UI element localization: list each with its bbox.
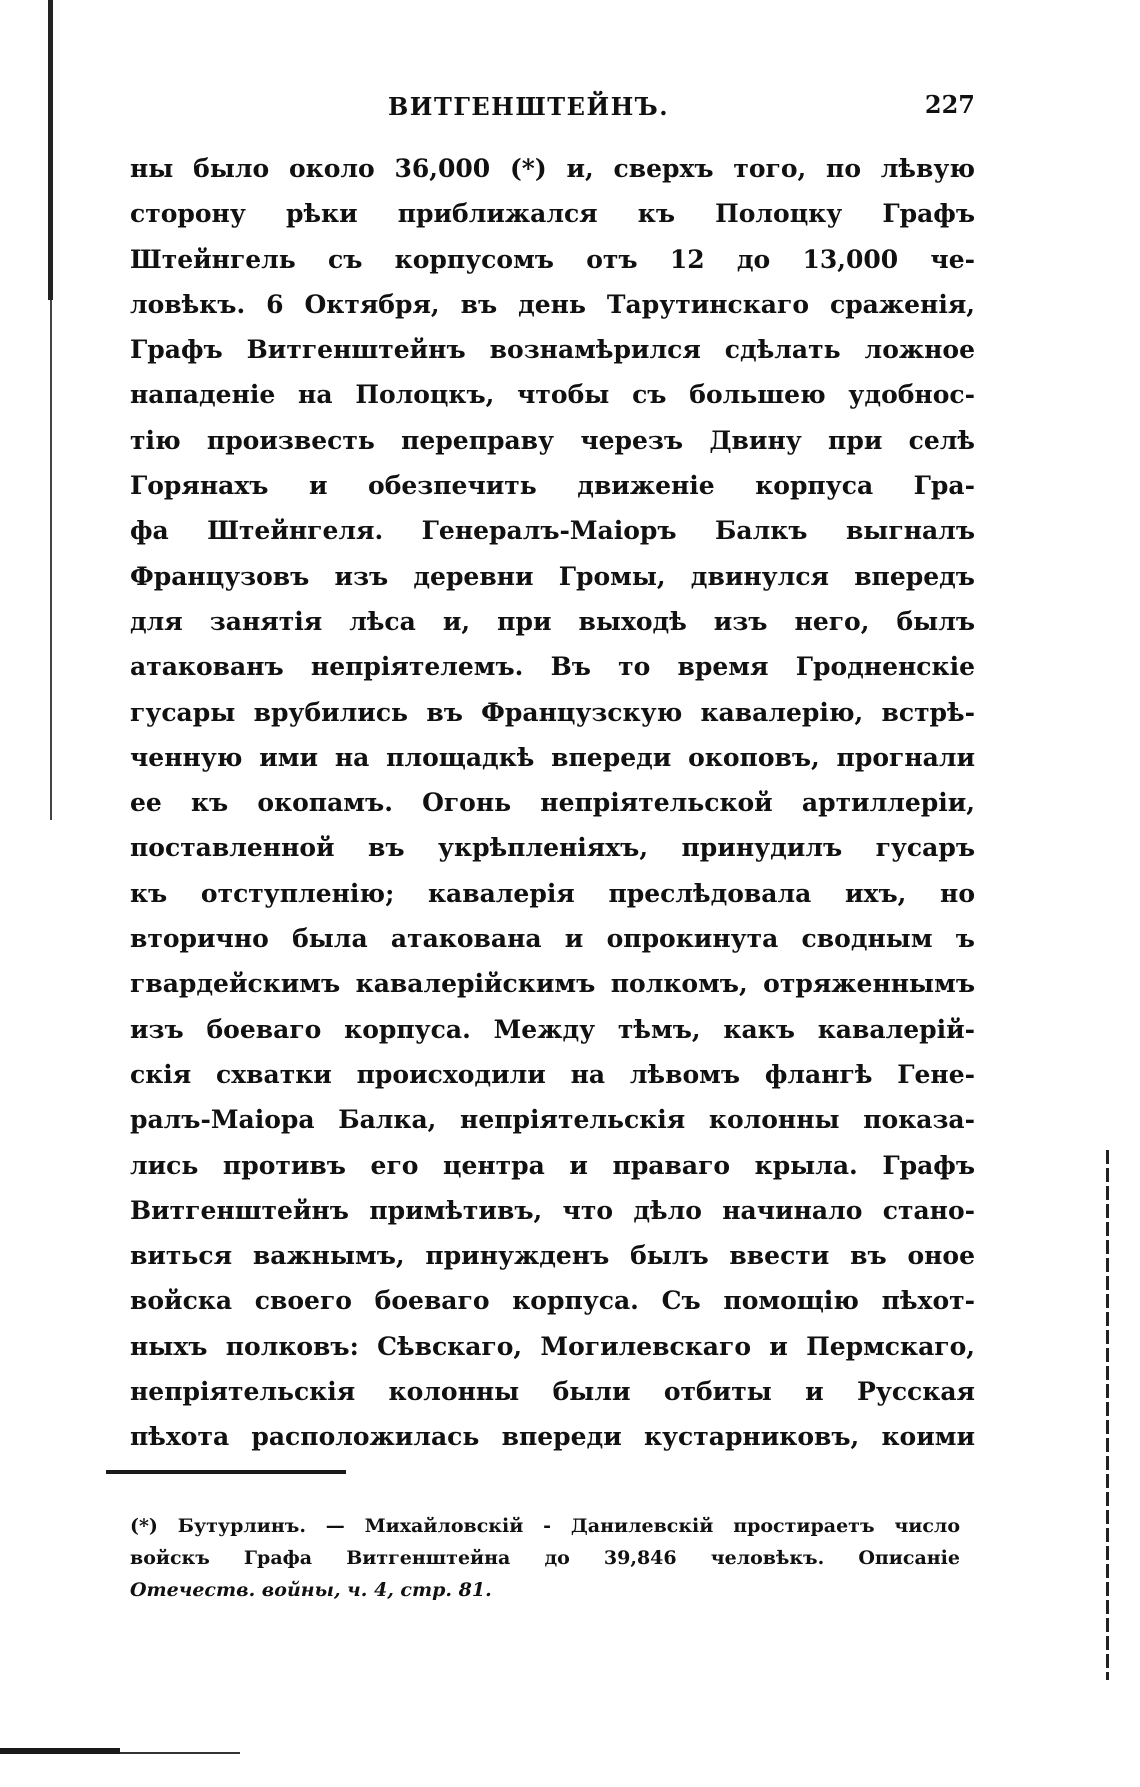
text-line: Французовъ изъ деревни Громы, двинулся впередъ	[130, 561, 975, 591]
text-line: атакованъ непріятелемъ. Въ то время Гродненскіе	[130, 652, 975, 682]
running-title: ВИТГЕНШТЕЙНЪ.	[388, 92, 670, 121]
text-line: тію произвесть переправу черезъ Двину при селѣ	[130, 425, 975, 455]
text-line: гусары врубились въ Французскую кавалерію, встрѣ-	[130, 697, 975, 727]
text-line: Графъ Витгенштейнъ вознамѣрился сдѣлать ложное	[130, 335, 975, 365]
text-line: изъ боеваго корпуса. Между тѣмъ, какъ кавалерій-	[130, 1014, 975, 1044]
page-header	[130, 86, 975, 126]
footnote-line: войскъ Графа Витгенштейна до 39,846 человѣкъ. Описаніе	[130, 1547, 960, 1569]
text-line: ралъ-Маіора Балка, непріятельскія колонны показа-	[130, 1105, 975, 1135]
text-line: войска своего боеваго корпуса. Съ помощію пѣхот-	[130, 1286, 975, 1316]
text-line: Штейнгель съ корпусомъ отъ 12 до 13,000 че-	[130, 244, 975, 274]
text-line: поставленной въ укрѣпленіяхъ, принудилъ гусаръ	[130, 833, 975, 863]
text-line: гвардейскимъ кавалерійскимъ полкомъ, отряженнымъ	[130, 969, 975, 999]
text-line: нападеніе на Полоцкъ, чтобы съ большею удобнос-	[130, 380, 975, 410]
body-text	[130, 146, 975, 1460]
page-edge-line-left	[50, 300, 52, 820]
text-line: Витгенштейнъ примѣтивъ, что дѣло начинало стано-	[130, 1195, 975, 1225]
page-edge-shadow-right	[1106, 1150, 1109, 1680]
page-number: 227	[924, 90, 975, 119]
text-line: ныхъ полковъ: Сѣвскаго, Могилевскаго и Пермскаго,	[130, 1331, 975, 1361]
scan-bottom-line	[120, 1752, 240, 1754]
text-line: Горянахъ и обезпечить движеніе корпуса Гра-	[130, 471, 975, 501]
text-line: фа Штейнгеля. Генералъ-Маіоръ Балкъ выгналъ	[130, 516, 975, 546]
text-line: виться важнымъ, принужденъ былъ ввести въ оное	[130, 1241, 975, 1271]
text-line: скія схватки происходили на лѣвомъ флангѣ Гене-	[130, 1059, 975, 1089]
footnote-line: Отечеств. войны, ч. 4, стр. 81.	[130, 1579, 492, 1601]
text-line: пѣхота расположилась впереди кустарниковъ, коими	[130, 1422, 975, 1452]
text-line: вторично была атакована и опрокинута сводным ъ	[130, 924, 975, 954]
scan-bottom-mark	[0, 1748, 120, 1754]
text-line: ны было около 36,000 (*) и, сверхъ того, по лѣвую	[130, 154, 975, 183]
text-line: ловѣкъ. 6 Октября, въ день Тарутинскаго сраженія,	[130, 289, 975, 319]
text-line: къ отступленію; кавалерія преслѣдовала ихъ, но	[130, 878, 975, 908]
page-edge-shadow-left	[48, 0, 53, 300]
text-line: непріятельскія колонны были отбиты и Русская	[130, 1377, 975, 1407]
footnote-line: (*) Бутурлинъ. — Михайловскій - Данилевскій простираетъ число	[130, 1515, 960, 1537]
text-line: для занятія лѣса и, при выходѣ изъ него, былъ	[130, 606, 975, 636]
text-line: лись противъ его центра и праваго крыла. Графъ	[130, 1150, 975, 1180]
text-line: ее къ окопамъ. Огонь непріятельской артиллеріи,	[130, 788, 975, 818]
footnote	[130, 1510, 960, 1606]
text-line: ченную ими на площадкѣ впереди окоповъ, прогнали	[130, 742, 975, 772]
footnote-separator	[106, 1470, 346, 1474]
text-line: сторону рѣки приближался къ Полоцку Графъ	[130, 199, 975, 229]
